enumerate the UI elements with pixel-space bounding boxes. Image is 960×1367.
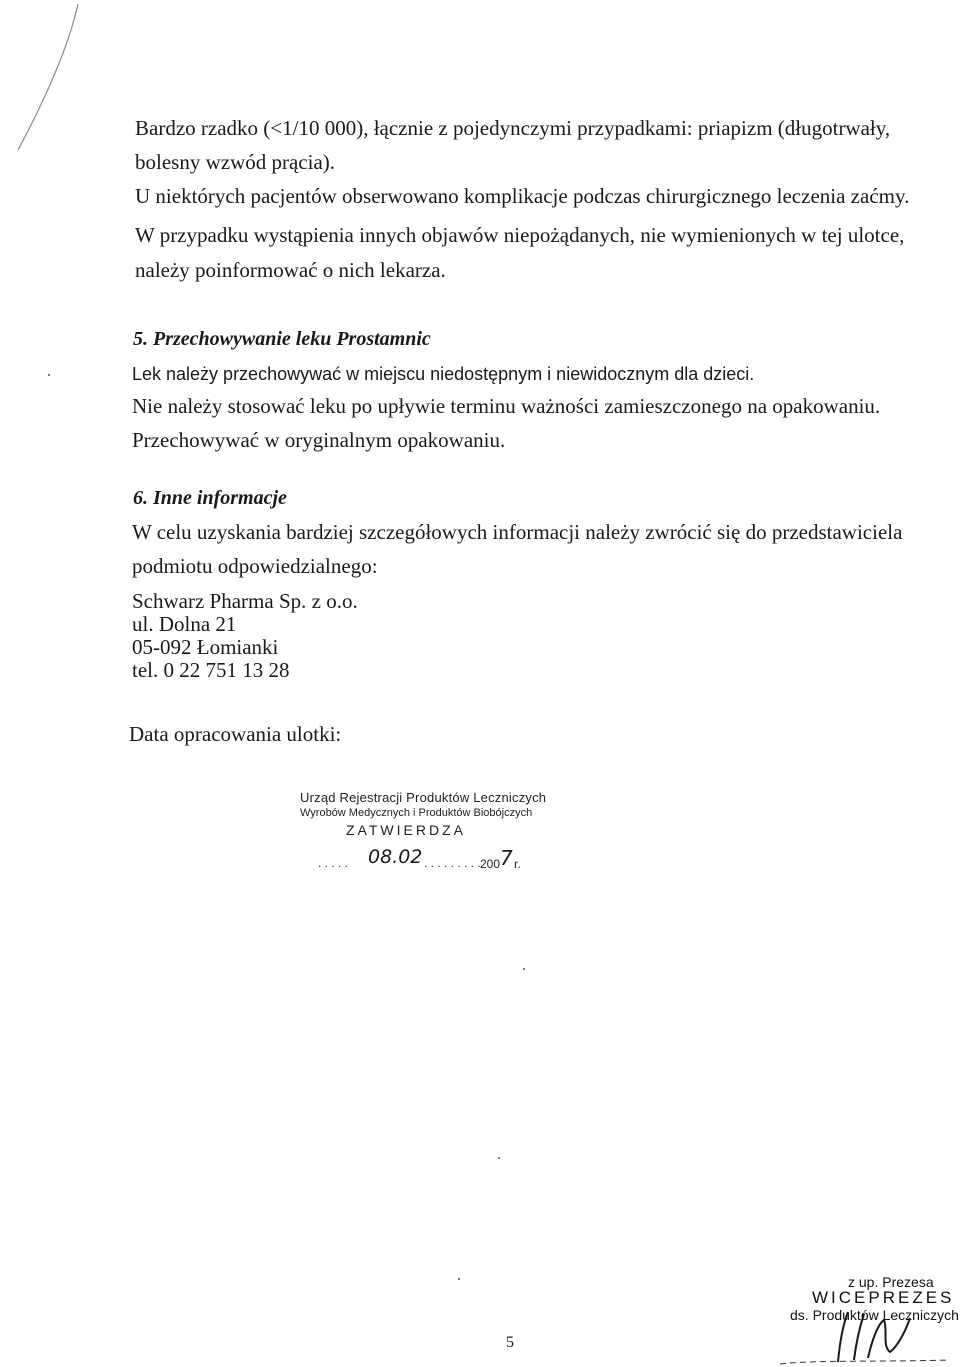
stamp-authority-line: Urząd Rejestracji Produktów Leczniczych (300, 790, 547, 805)
paragraph-line: Nie należy stosować leku po upływie terminu ważności zamieszczonego na opakowaniu. (132, 394, 881, 418)
paragraph-line: Bardzo rzadko (<1/10 000), łącznie z pojedynczymi przypadkami: priapizm (długotrwały, (135, 116, 891, 140)
paragraph-line: U niektórych pacjentów obserwowano komplikacje podczas chirurgicznego leczenia zaćmy. (135, 184, 910, 208)
address-line: tel. 0 22 751 13 28 (132, 658, 290, 682)
paragraph-line: Przechowywać w oryginalnym opakowaniu. (132, 428, 506, 452)
signature-stamp-title: WICEPREZES (812, 1288, 955, 1307)
scan-speck (48, 374, 50, 376)
stamp-date-dots: . . . . . (318, 856, 349, 870)
stamp-year-handwritten: 7 (500, 846, 513, 870)
paragraph-line: podmiotu odpowiedzialnego: (132, 554, 378, 578)
scan-speck (498, 1157, 500, 1159)
signature-stamp-line: z up. Prezesa (848, 1274, 934, 1290)
stamp-authority-line: Wyrobów Medycznych i Produktów Biobójczych (300, 807, 533, 819)
paragraph-line: W celu uzyskania bardziej szczegółowych informacji należy zwrócić się do przedstawiciela (132, 520, 903, 544)
section-heading: 6. Inne informacje (133, 487, 287, 509)
paragraph-line: Lek należy przechowywać w miejscu niedostępnym i niewidocznym dla dzieci. (132, 364, 755, 384)
scan-speck (458, 1278, 460, 1280)
scan-speck (523, 968, 525, 970)
address-line: Schwarz Pharma Sp. z o.o. (132, 589, 358, 613)
page-number: 5 (506, 1334, 514, 1351)
paragraph-line: W przypadku wystąpienia innych objawów niepożądanych, nie wymienionych w tej ulotce, (135, 223, 905, 247)
paragraph-line: bolesny wzwód prącia). (135, 150, 336, 174)
stamp-approved-text: ZATWIERDZA (346, 822, 466, 838)
date-label: Data opracowania ulotki: (129, 722, 342, 746)
stamp-date-dots: . . . . . . . . . (424, 856, 481, 870)
signature-stamp-line: ds. Produktów Leczniczych (790, 1307, 959, 1323)
stamp-handwritten-date: 08.02 (368, 846, 423, 868)
stamp-year-printed: 200 (480, 857, 501, 871)
stamp-year-suffix: r. (514, 857, 521, 871)
address-line: 05-092 Łomianki (132, 635, 279, 659)
section-heading: 5. Przechowywanie leku Prostamnic (133, 328, 431, 350)
handwritten-signature (760, 1300, 960, 1367)
margin-pen-stroke (0, 0, 90, 160)
address-line: ul. Dolna 21 (132, 612, 237, 636)
paragraph-line: należy poinformować o nich lekarza. (135, 258, 446, 282)
